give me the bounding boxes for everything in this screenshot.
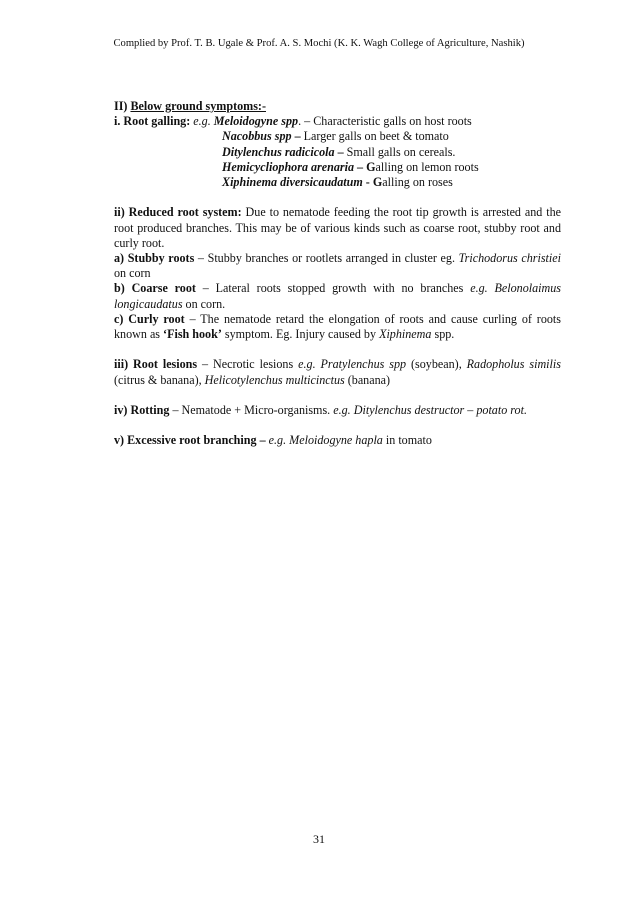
- symptom-text: Small galls on cereals.: [346, 144, 456, 159]
- rot-text: – potato rot.: [464, 403, 527, 418]
- root-galling-item: [114, 160, 561, 175]
- eg-text: e.g.: [470, 281, 488, 296]
- page-number: 31: [313, 832, 325, 846]
- coarse-root-label: b) Coarse root: [114, 281, 196, 296]
- species-name: Xiphinema diversicaudatum: [222, 175, 363, 190]
- root-galling-label: i. Root galling:: [114, 114, 191, 129]
- section-title: Below ground symptoms:-: [130, 99, 266, 113]
- symptom-text: . – Characteristic galls on host roots: [298, 114, 472, 129]
- stubby-roots-label: a) Stubby roots: [114, 251, 195, 266]
- eg-text: e.g.: [268, 433, 287, 448]
- coarse-root-paragraph: [114, 281, 561, 311]
- host-text: (banana): [344, 372, 391, 387]
- curly-root-label: c) Curly root: [114, 311, 185, 326]
- reduced-root-paragraph: [114, 205, 561, 251]
- rotting-text: – Nematode + Micro-organisms.: [169, 403, 334, 418]
- excessive-branching-label: v) Excessive root branching –: [114, 433, 266, 448]
- root-galling-item: [114, 175, 561, 190]
- root-lesions-text: – Necrotic lesions: [197, 357, 299, 372]
- coarse-root-text: – Lateral roots stopped growth with no branches: [195, 281, 471, 296]
- species-name: Meloidogyne hapla: [289, 433, 383, 448]
- symptom-text: Larger galls on beet & tomato: [303, 129, 449, 144]
- eg-text: e.g.: [333, 403, 351, 418]
- page-header: Complied by Prof. T. B. Ugale & Prof. A. S. Mochi (K. K. Wagh College of Agriculture, Nashik): [113, 38, 525, 49]
- species-name: Helicotylenchus multicinctus: [204, 372, 345, 387]
- host-text: (soybean),: [406, 357, 467, 372]
- separator: - G: [362, 175, 383, 190]
- root-lesions-label: iii) Root lesions: [114, 357, 198, 372]
- excessive-branching-paragraph: [114, 433, 561, 448]
- spacer: [488, 281, 495, 295]
- root-lesions-paragraph: [114, 357, 561, 387]
- rotting-paragraph: [114, 403, 561, 418]
- species-name: Belonolaimus longicaudatus: [114, 281, 562, 311]
- host-text: (citrus & banana),: [114, 372, 205, 387]
- separator: –: [291, 129, 304, 144]
- host-text: on corn: [114, 266, 151, 281]
- page-content: [114, 99, 561, 449]
- species-name: Radopholus similis: [466, 357, 561, 372]
- reduced-root-label: ii) Reduced root system:: [114, 205, 242, 220]
- separator: – G: [354, 159, 376, 174]
- section-number: II): [114, 99, 131, 113]
- spp-text: spp.: [431, 327, 455, 342]
- host-text: in tomato: [382, 433, 432, 448]
- species-name: Ditylenchus destructor: [353, 403, 465, 418]
- reduced-root-text: Due to nematode feeding the root tip growth is arrested and the root produced branches. This may be of various kinds such as coarse root, stubby root and curly root.: [114, 205, 561, 250]
- fish-hook-term: ‘Fish hook’: [163, 327, 222, 342]
- root-galling-line: [114, 114, 561, 129]
- eg-text: e.g.: [298, 357, 316, 372]
- curly-root-text: – The nematode retard the elongation of roots and cause curling of roots known as: [114, 311, 561, 342]
- species-name: Hemicycliophora arenaria: [222, 159, 355, 174]
- species-name: Trichodorus christiei: [458, 251, 561, 266]
- host-text: on corn.: [182, 296, 226, 311]
- rotting-label: iv) Rotting: [114, 403, 170, 418]
- species-name: Pratylenchus spp: [320, 357, 407, 372]
- section-heading: [114, 99, 561, 114]
- symptom-text: alling on lemon roots: [375, 159, 479, 174]
- curly-root-text-2: symptom. Eg. Injury caused by: [221, 327, 380, 342]
- species-name: Xiphinema: [379, 327, 432, 342]
- root-galling-item: [114, 129, 561, 144]
- curly-root-paragraph: [114, 312, 561, 342]
- eg-text: e.g.: [190, 114, 214, 129]
- stubby-roots-text: – Stubby branches or rootlets arranged in cluster eg.: [194, 251, 459, 266]
- species-name: Ditylenchus radicicola: [222, 144, 335, 159]
- symptom-text: alling on roses: [382, 175, 453, 190]
- species-name: Nacobbus spp: [222, 129, 292, 144]
- stubby-roots-paragraph: [114, 251, 561, 281]
- separator: –: [334, 144, 347, 159]
- root-galling-item: [114, 145, 561, 160]
- species-name: Meloidogyne spp: [213, 114, 299, 129]
